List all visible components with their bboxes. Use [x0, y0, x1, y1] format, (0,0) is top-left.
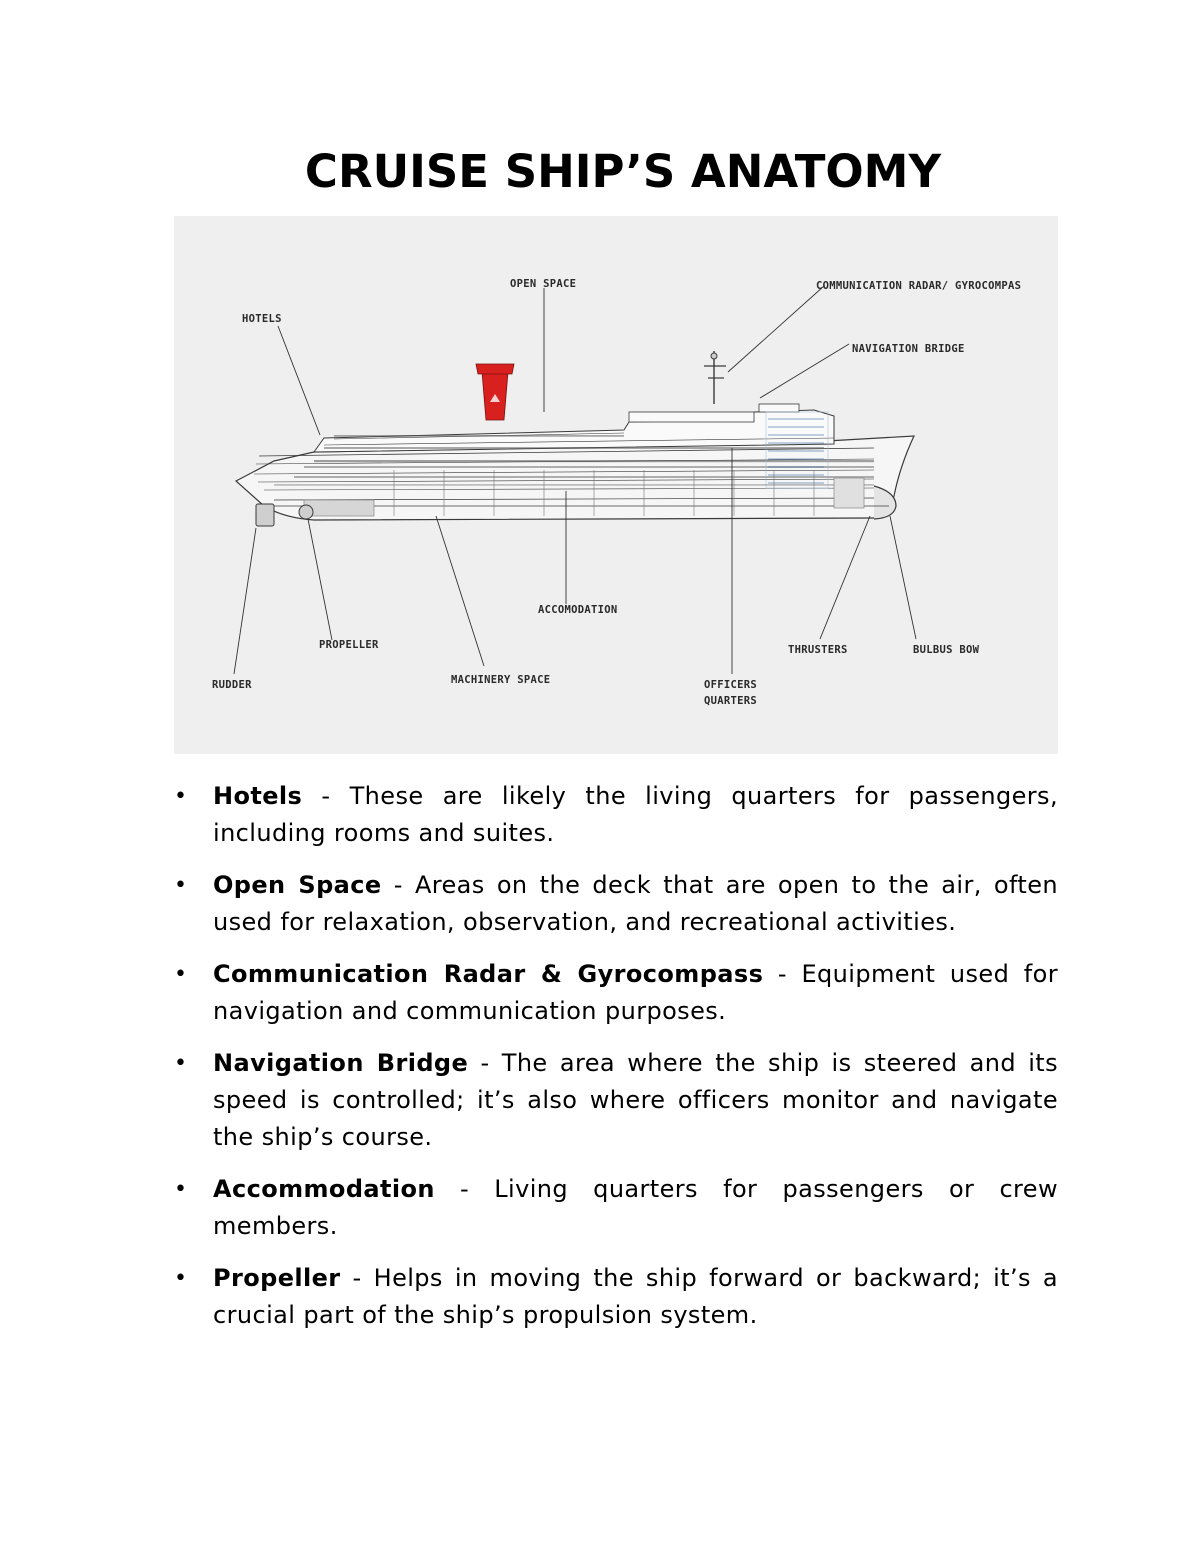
list-item: [174, 1260, 1058, 1334]
term-description: - The area where the ship is steered and its speed is controlled; it’s also where officers monitor and navigate the ship’s course.: [213, 1049, 1059, 1151]
term-description: - Areas on the deck that are open to the air, often used for relaxation, observation, and recreational activities.: [213, 871, 1059, 936]
list-item: [174, 956, 1058, 1030]
term-description: - Living quarters for passengers or crew members.: [213, 1175, 1058, 1240]
label-officers-quarters-line2: QUARTERS: [704, 695, 757, 707]
label-rudder: RUDDER: [212, 679, 252, 691]
ship-anatomy-diagram: [174, 216, 1058, 754]
label-propeller: PROPELLER: [319, 639, 379, 651]
bullet: •: [174, 962, 188, 987]
term-label: Accommodation: [213, 1175, 435, 1203]
list-item: [174, 1045, 1058, 1156]
bullet: •: [174, 1266, 188, 1291]
term-description: - These are likely the living quarters for passengers, including rooms and suites.: [213, 782, 1058, 847]
term-description: - Equipment used for navigation and communication purposes.: [213, 960, 1058, 1025]
bullet: •: [174, 784, 188, 809]
term-label: Communication Radar & Gyrocompass: [213, 960, 764, 988]
bullet: •: [174, 1051, 188, 1076]
label-bulbus-bow: BULBUS BOW: [913, 644, 980, 656]
funnel: [476, 364, 514, 420]
label-machinery-space: MACHINERY SPACE: [451, 674, 551, 686]
ship-illustration: [174, 216, 1058, 754]
label-accomodation: ACCOMODATION: [538, 604, 618, 616]
term-description: - Helps in moving the ship forward or backward; it’s a crucial part of the ship’s propulsion system.: [213, 1264, 1058, 1329]
definitions-list: [174, 778, 1058, 1349]
label-thrusters: THRUSTERS: [788, 644, 848, 656]
ship-superstructure: [314, 351, 834, 452]
list-item: [174, 778, 1058, 852]
label-officers-quarters-line1: OFFICERS: [704, 679, 757, 691]
label-navigation-bridge: NAVIGATION BRIDGE: [852, 343, 965, 355]
bullet: •: [174, 1177, 188, 1202]
bullet: •: [174, 873, 188, 898]
page-title: CRUISE SHIP’S ANATOMY: [304, 145, 942, 198]
term-label: Navigation Bridge: [213, 1049, 469, 1077]
label-hotels: HOTELS: [242, 313, 282, 325]
term-label: Open Space: [213, 871, 382, 899]
term-label: Hotels: [213, 782, 303, 810]
list-item: [174, 867, 1058, 941]
label-communication-radar: COMMUNICATION RADAR/ GYROCOMPAS: [816, 280, 1022, 292]
term-label: Propeller: [213, 1264, 341, 1292]
list-item: [174, 1171, 1058, 1245]
label-open-space: OPEN SPACE: [510, 278, 577, 290]
